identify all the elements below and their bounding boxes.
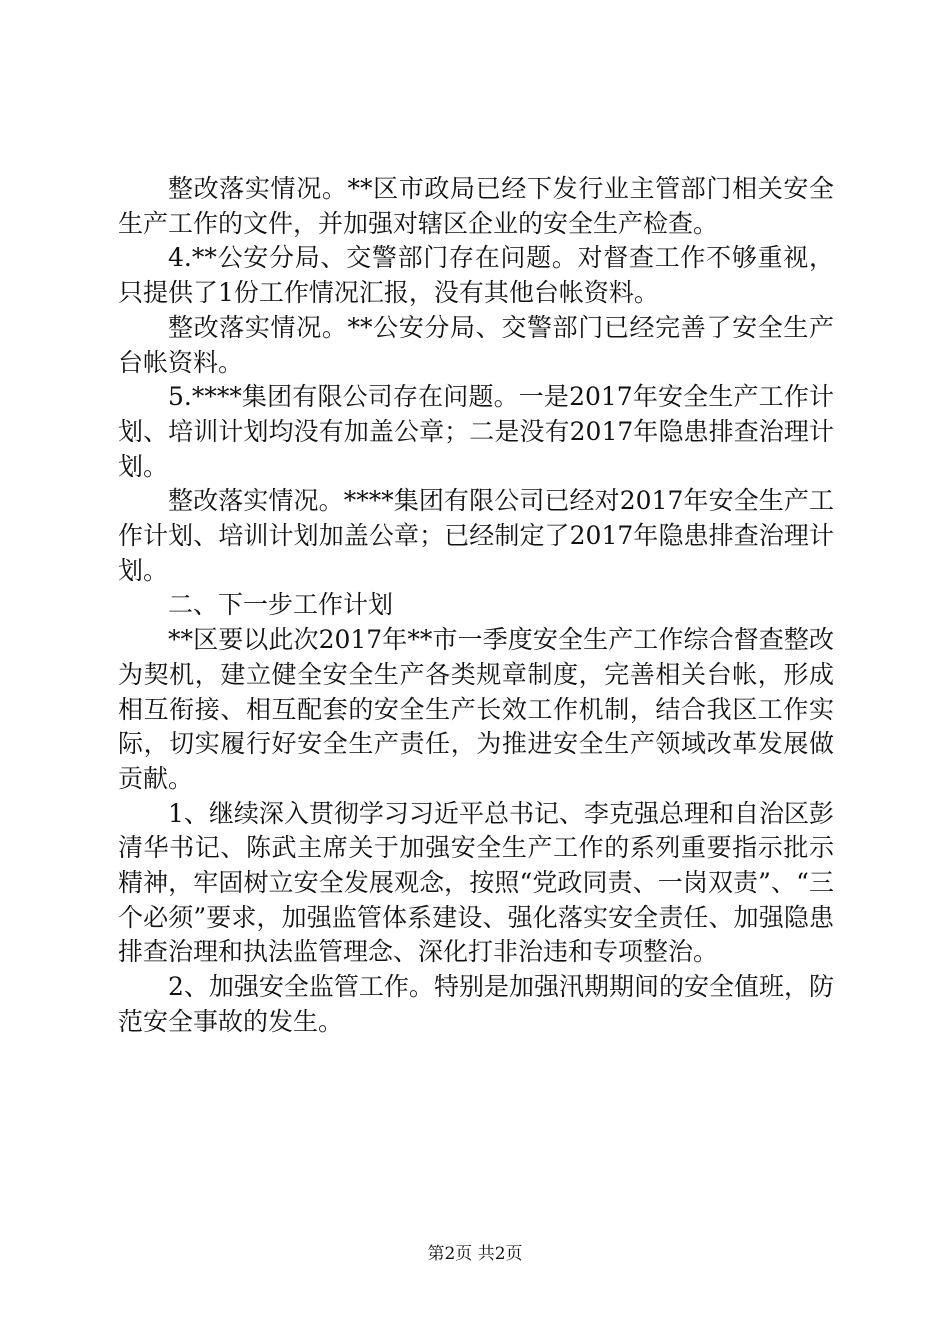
paragraph-issue-police-branch: 4.**公安分局、交警部门存在问题。对督查工作不够重视，只提供了1份工作情况汇报，没有其他台帐资料。 [118, 243, 834, 308]
document-body [118, 172, 834, 1040]
page-number-label: 第2页 共2页 [427, 1244, 523, 1264]
paragraph-rectification-police-branch: 整改落实情况。**公安分局、交警部门已经完善了安全生产台帐资料。 [118, 312, 834, 377]
paragraph-next-step-2: 2、加强安全监管工作。特别是加强汛期期间的安全值班，防范安全事故的发生。 [118, 972, 834, 1036]
paragraph-next-steps-intro: **区要以此次2017年**市一季度安全生产工作综合督查整改为契机，建立健全安全生产各类规章制度，完善相关台帐，形成相互衔接、相互配套的安全生产长效工作机制，结合我区工作实际，切实履行好安全生产责任，为推进安全生产领域改革发展做贡献。 [118, 625, 834, 793]
page-footer [0, 1243, 950, 1265]
paragraph-issue-group-company: 5.****集团有限公司存在问题。一是2017年安全生产工作计划、培训计划均没有加盖公章；二是没有2017年隐患排查治理计划。 [118, 382, 834, 481]
paragraph-rectification-district-bureau: 整改落实情况。**区市政局已经下发行业主管部门相关安全生产工作的文件，并加强对辖区企业的安全生产检查。 [118, 174, 834, 238]
section-heading-next-steps: 二、下一步工作计划 [168, 590, 394, 620]
paragraph-rectification-group-company: 整改落实情况。****集团有限公司已经对2017年安全生产工作计划、培训计划加盖公章；已经制定了2017年隐患排查治理计划。 [118, 486, 834, 585]
paragraph-next-step-1: 1、继续深入贯彻学习习近平总书记、李克强总理和自治区彭清华书记、陈武主席关于加强安全生产工作的系列重要指示批示精神，牢固树立安全发展观念，按照“党政同责、一岗双责”、“三个必须”要求，加强监管体系建设、强化落实安全责任、加强隐患排查治理和执法监管理念、深化打非治违和专项整治。 [118, 798, 834, 967]
